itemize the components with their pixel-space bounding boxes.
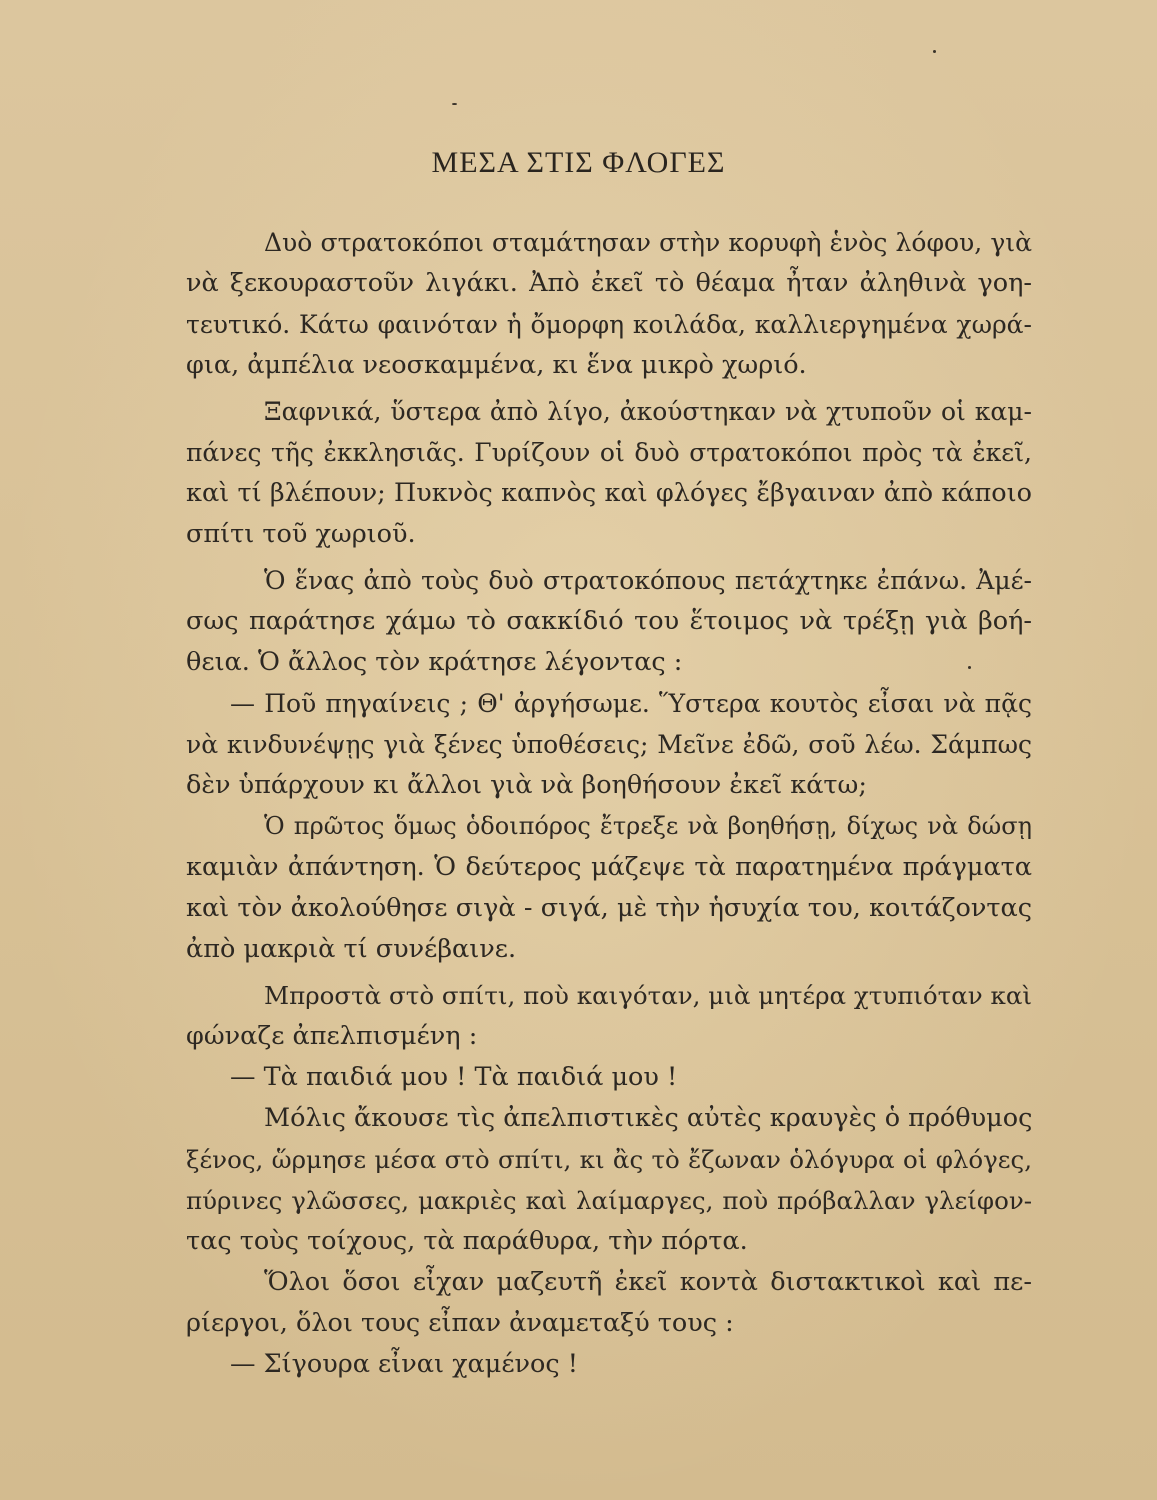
dialogue-line: — Ποῦ πηγαίνεις ; Θ' ἀργήσωμε. Ὕστερα κουτὸς εἶσαι νὰ πᾷς [230, 689, 1032, 718]
text-line: καὶ τὸν ἀκολούθησε σιγὰ - σιγά, μὲ τὴν ἡσυχία του, κοιτάζοντας [186, 893, 1032, 923]
dialogue-line: — Τὰ παιδιά μου ! Τὰ παιδιά μου ! [230, 1062, 678, 1092]
ink-speck [452, 103, 457, 105]
text-line: τευτικό. Κάτω φαινόταν ἡ ὄμορφη κοιλάδα, καλλιεργημένα χωρά- [186, 310, 1032, 339]
text-line: ξένος, ὥρμησε μέσα στὸ σπίτι, κι ἂς τὸ ἔζωναν ὁλόγυρα οἱ φλόγες, [186, 1145, 1032, 1174]
text-line: θεια. Ὁ ἄλλος τὸν κράτησε λέγοντας : [186, 647, 683, 677]
text-line: σπίτι τοῦ χωριοῦ. [186, 519, 416, 549]
text-line: Ὁ ἕνας ἀπὸ τοὺς δυὸ στρατοκόπους πετάχτηκε ἐπάνω. Ἀμέ- [264, 566, 1032, 595]
dialogue-line: — Σίγουρα εἶναι χαμένος ! [230, 1349, 579, 1379]
story-text [186, 222, 1032, 1385]
text-line: δὲν ὑπάρχουν κι ἄλλοι γιὰ νὰ βοηθήσουν ἐκεῖ κάτω; [186, 770, 867, 800]
text-line: Δυὸ στρατοκόποι σταμάτησαν στὴν κορυφὴ ἑνὸς λόφου, γιὰ [264, 228, 1032, 257]
text-line: νὰ κινδυνέψῃς γιὰ ξένες ὑποθέσεις; Μεῖνε ἐδῶ, σοῦ λέω. Σάμπως [186, 730, 1032, 759]
text-line: Ὁ πρῶτος ὅμως ὁδοιπόρος ἔτρεξε νὰ βοηθήσῃ, δίχως νὰ δώσῃ [264, 812, 1032, 840]
text-line: πύρινες γλῶσσες, μακριὲς καὶ λαίμαργες, ποὺ πρόβαλλαν γλείφον- [186, 1186, 1032, 1215]
text-line: πάνες τῆς ἐκκλησιᾶς. Γυρίζουν οἱ δυὸ στρατοκόποι πρὸς τὰ ἐκεῖ, [186, 438, 1032, 467]
text-line: Μόλις ἄκουσε τὶς ἀπελπιστικὲς αὐτὲς κραυγὲς ὁ πρόθυμος [264, 1103, 1033, 1133]
text-line: Μπροστὰ στὸ σπίτι, ποὺ καιγόταν, μιὰ μητέρα χτυπιόταν καὶ [264, 981, 1032, 1010]
text-line: Ὅλοι ὅσοι εἶχαν μαζευτῆ ἐκεῖ κοντὰ διστακτικοὶ καὶ πε- [264, 1267, 1032, 1297]
text-line: νὰ ξεκουραστοῦν λιγάκι. Ἀπὸ ἐκεῖ τὸ θέαμα ἦταν ἀληθινὰ γοη- [186, 268, 1032, 298]
ink-speck [933, 50, 936, 53]
text-line: καὶ τί βλέπουν; Πυκνὸς καπνὸς καὶ φλόγες ἔβγαιναν ἀπὸ κάποιο [186, 478, 1032, 508]
text-line: σως παράτησε χάμω τὸ σακκίδιό του ἕτοιμος νὰ τρέξῃ γιὰ βοή- [186, 606, 1032, 636]
text-line: τας τοὺς τοίχους, τὰ παράθυρα, τὴν πόρτα. [186, 1226, 748, 1256]
text-line: φώναζε ἀπελπισμένη : [186, 1021, 478, 1051]
text-line: Ξαφνικά, ὕστερα ἀπὸ λίγο, ἀκούστηκαν νὰ χτυποῦν οἱ καμ- [264, 397, 1032, 426]
text-line: ρίεργοι, ὅλοι τους εἶπαν ἀναμεταξύ τους : [186, 1308, 734, 1338]
text-line: ἀπὸ μακριὰ τί συνέβαινε. [186, 934, 517, 964]
text-line: φια, ἀμπέλια νεοσκαμμένα, κι ἕνα μικρὸ χωριό. [186, 350, 807, 380]
text-line: καμιὰν ἀπάντηση. Ὁ δεύτερος μάζεψε τὰ παρατημένα πράγματα [186, 852, 1032, 882]
chapter-title: ΜΕΣΑ ΣΤΙΣ ΦΛΟΓΕΣ [431, 146, 726, 179]
